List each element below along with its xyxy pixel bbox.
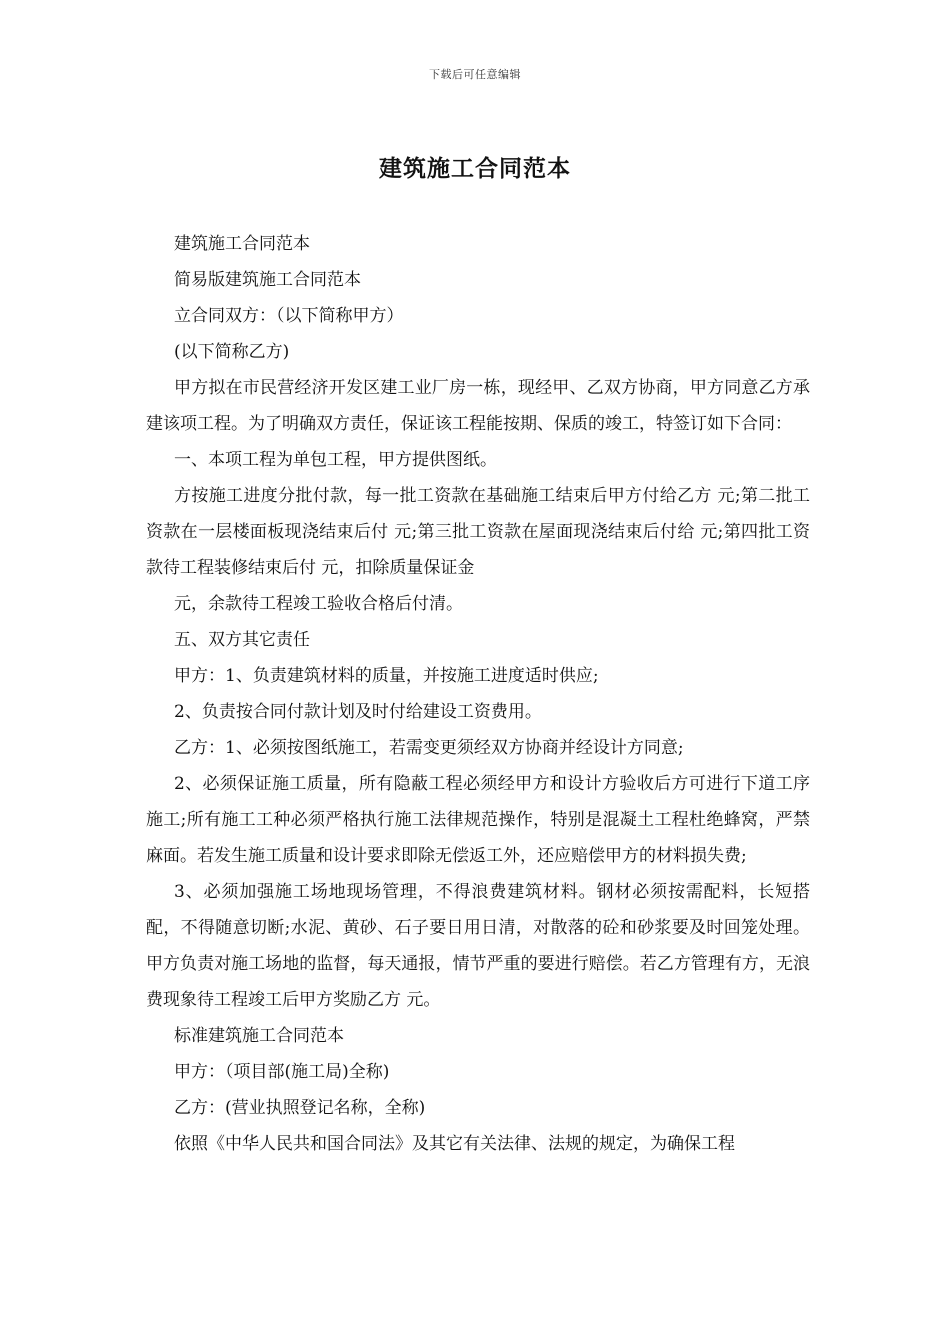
paragraph: 2、必须保证施工质量，所有隐蔽工程必须经甲方和设计方验收后方可进行下道工序施工;所有施工工种必须严格执行施工法律规范操作，特别是混凝土工程杜绝蜂窝，严禁麻面。若发生施工质量和设计要求即除无偿返工外，还应赔偿甲方的材料损失费; bbox=[146, 774, 810, 866]
document-title: 建筑施工合同范本 bbox=[379, 155, 571, 182]
paragraph: 乙方：1、必须按图纸施工，若需变更须经双方协商并经设计方同意; bbox=[174, 738, 684, 758]
paragraph: 立合同双方：（以下简称甲方） bbox=[174, 306, 404, 326]
paragraph: 五、双方其它责任 bbox=[174, 630, 310, 650]
paragraph: 甲方：（项目部(施工局)全称) bbox=[174, 1062, 390, 1082]
header-note: 下载后可任意编辑 bbox=[429, 68, 521, 81]
document-body bbox=[146, 226, 810, 1162]
paragraph: 3、必须加强施工场地现场管理，不得浪费建筑材料。钢材必须按需配料，长短搭配，不得随意切断;水泥、黄砂、石子要日用日清，对散落的砼和砂浆要及时回笼处理。甲方负责对施工场地的监督，每天通报，情节严重的要进行赔偿。若乙方管理有方，无浪费现象待工程竣工后甲方奖励乙方 元。 bbox=[146, 882, 810, 1010]
paragraph: 标准建筑施工合同范本 bbox=[174, 1026, 344, 1046]
paragraph: 一、本项工程为单包工程，甲方提供图纸。 bbox=[174, 450, 497, 470]
paragraph: (以下简称乙方) bbox=[174, 342, 290, 362]
paragraph: 甲方拟在市民营经济开发区建工业厂房一栋，现经甲、乙双方协商，甲方同意乙方承建该项工程。为了明确双方责任，保证该工程能按期、保质的竣工，特签订如下合同： bbox=[146, 378, 810, 434]
paragraph: 方按施工进度分批付款，每一批工资款在基础施工结束后甲方付给乙方 元;第二批工资款在一层楼面板现浇结束后付 元;第三批工资款在屋面现浇结束后付给 元;第四批工资款待工程装修结束后付 元，扣除质量保证金 bbox=[146, 486, 810, 578]
paragraph: 乙方：(营业执照登记名称，全称) bbox=[174, 1098, 426, 1118]
paragraph: 2、负责按合同付款计划及时付给建设工资费用。 bbox=[174, 702, 542, 722]
paragraph: 简易版建筑施工合同范本 bbox=[174, 270, 361, 290]
paragraph: 依照《中华人民共和国合同法》及其它有关法律、法规的规定，为确保工程 bbox=[174, 1134, 735, 1154]
paragraph: 建筑施工合同范本 bbox=[174, 234, 310, 254]
paragraph: 甲方：1、负责建筑材料的质量，并按施工进度适时供应; bbox=[174, 666, 599, 686]
paragraph: 元，余款待工程竣工验收合格后付清。 bbox=[174, 594, 463, 614]
